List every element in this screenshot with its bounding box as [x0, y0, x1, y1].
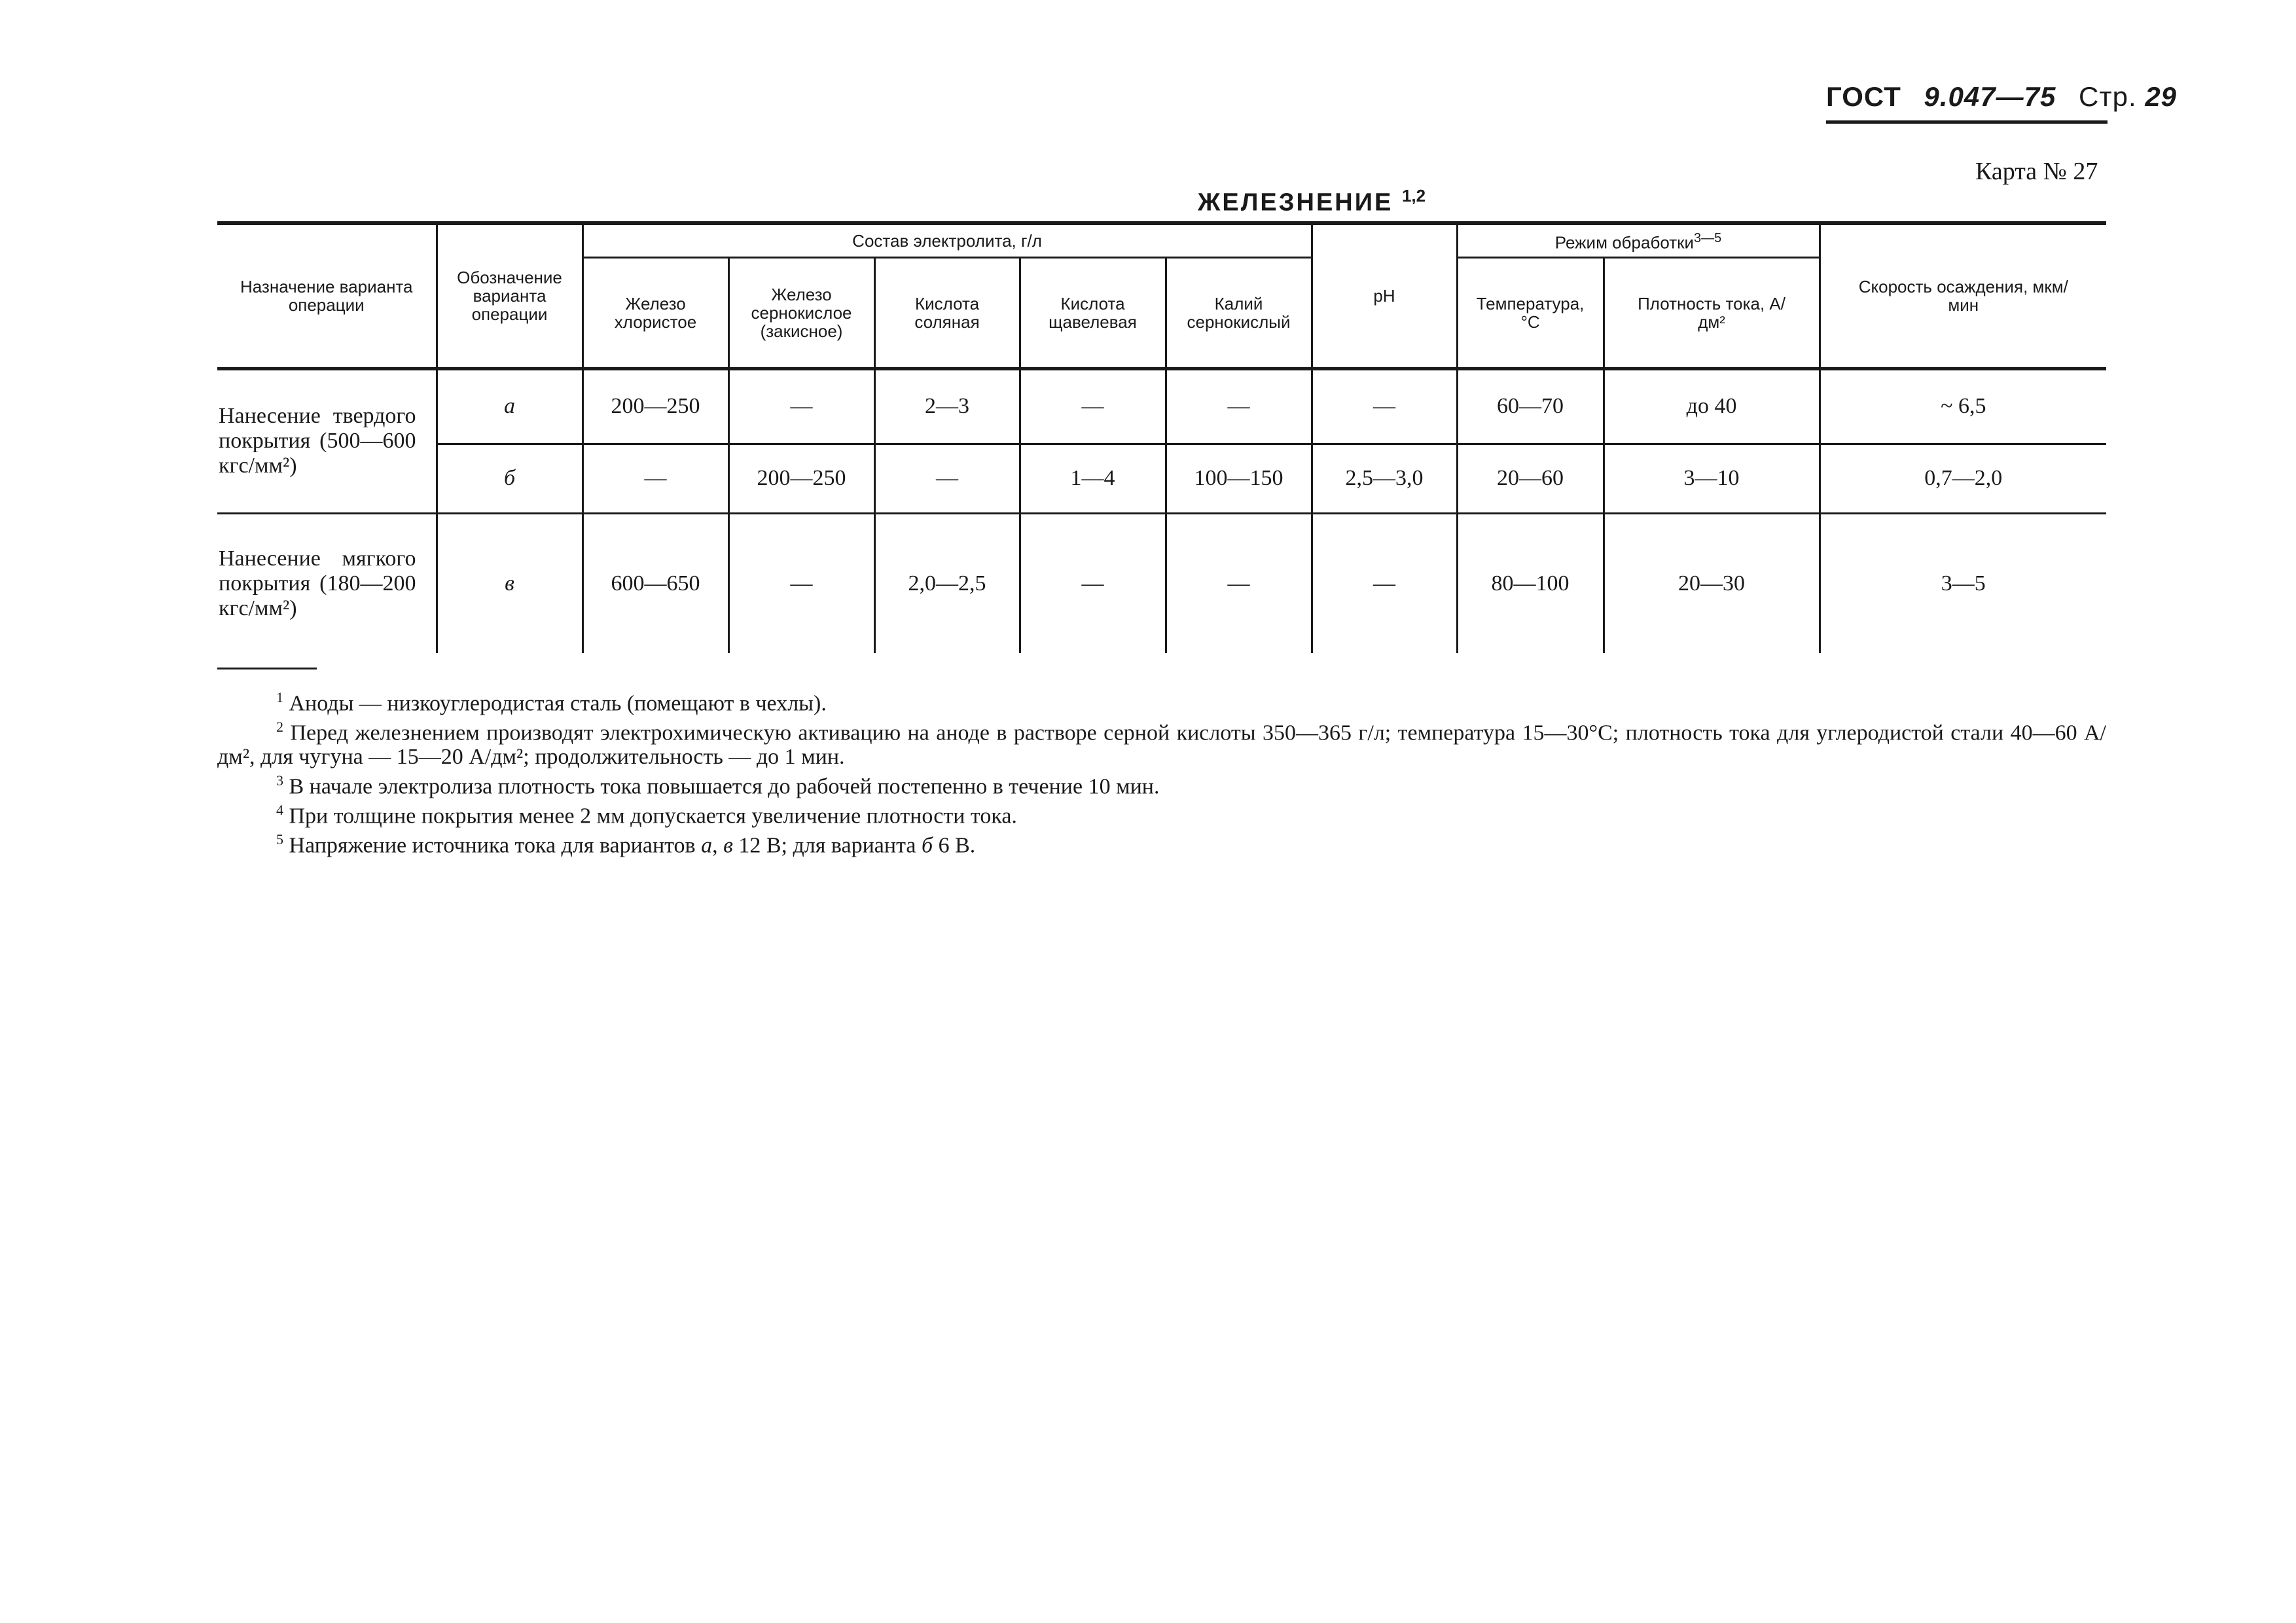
variant-a: а	[701, 833, 713, 858]
current-density-cell: 3—10	[1604, 444, 1820, 513]
footnote-rule	[217, 668, 317, 669]
header-purpose: Назначение варианта операции	[217, 223, 437, 368]
footnote-text: Аноды — низкоуглеродистая сталь (помещают в чехлы).	[289, 691, 827, 716]
ph-cell: 2,5—3,0	[1312, 444, 1457, 513]
electrolyte-table	[217, 221, 2106, 653]
deposition-rate-cell: 0,7—2,0	[1820, 444, 2106, 513]
header-designation: Обозначение варианта операции	[437, 223, 583, 368]
header-ph: pH	[1312, 223, 1457, 368]
header-hcl: Кислота соляная	[874, 257, 1020, 368]
mode-group-text: Режим обработки	[1554, 233, 1695, 253]
header-deposition-rate: Скорость осаждения, мкм/мин	[1820, 223, 2106, 368]
title-text: ЖЕЛЕЗНЕНИЕ	[1198, 188, 1393, 217]
purpose-cell	[217, 513, 437, 653]
oxalic-acid-cell: —	[1020, 368, 1166, 444]
potassium-sulfate-cell: 100—150	[1166, 444, 1312, 513]
table-row	[217, 368, 2106, 444]
gost-label: ГОСТ	[1826, 81, 1901, 112]
hcl-cell: —	[874, 444, 1020, 513]
header-iron-sulfate: Железо сернокислое (закисное)	[728, 257, 874, 368]
purpose-text: Нанесение мягкого покрытия (180—200 кгс/мм²)	[219, 546, 416, 620]
footnote-text: В начале электролиза плотность тока повышается до рабочей постепенно в течение 10 мин.	[289, 774, 1160, 798]
footnote-mark: 1	[276, 689, 283, 705]
deposition-rate-cell: ~ 6,5	[1941, 394, 1986, 418]
designation-cell: а	[437, 368, 583, 444]
footnote-text: Перед железнением производят электрохимическую активацию на аноде в растворе серной кислоты 350—365 г/л; температура 15—30°С; плотность тока для углеродистой стали 40—60 А/дм², для чугуна — 15—20 А/дм²; продолжительность — до 1 мин.	[217, 721, 2107, 769]
page-header	[1826, 81, 2177, 113]
deposition-rate-cell: 3—5	[1820, 513, 2106, 653]
iron-chloride-cell: —	[583, 444, 728, 513]
iron-sulfate-cell: 200—250	[728, 444, 874, 513]
header-oxalic-acid: Кислота щавелевая	[1020, 257, 1166, 368]
header-rule	[1826, 120, 2108, 124]
footnote-mark: 3	[276, 772, 283, 789]
footnote-3	[217, 769, 2106, 798]
footnote-text-mid: 12 В; для варианта	[732, 833, 922, 858]
hcl-cell: 2—3	[874, 368, 1020, 444]
oxalic-acid-cell: —	[1020, 513, 1166, 653]
ph-cell: —	[1312, 513, 1457, 653]
footnote-4	[217, 798, 2106, 828]
iron-chloride-cell: 200—250	[583, 368, 728, 444]
variant-v: в	[723, 833, 733, 858]
oxalic-acid-cell: 1—4	[1020, 444, 1166, 513]
ph-cell: —	[1312, 368, 1457, 444]
footnote-mark: 2	[276, 719, 283, 736]
variant-b: б	[921, 833, 933, 858]
temperature-cell: 60—70	[1457, 368, 1604, 444]
temperature-cell: 20—60	[1457, 444, 1604, 513]
standard-number: 9.047—75	[1924, 81, 2056, 112]
separator: ,	[712, 833, 724, 858]
iron-chloride-cell: 600—650	[583, 513, 728, 653]
footnote-mark: 5	[276, 831, 283, 848]
footnote-5	[217, 828, 2106, 857]
designation-cell: в	[437, 513, 583, 653]
footnote-text: При толщине покрытия менее 2 мм допускается увеличение плотности тока.	[289, 804, 1017, 829]
header-mode-group	[1457, 223, 1820, 257]
mode-group-marks: 3—5	[1694, 231, 1722, 246]
table-row	[217, 444, 2106, 513]
purpose-text: Нанесение твердого покрытия (500—600 кгс/мм²)	[219, 404, 416, 478]
footnote-mark: 4	[276, 801, 283, 818]
temperature-cell: 80—100	[1457, 513, 1604, 653]
footnote-text-end: 6 В.	[933, 833, 976, 858]
header-iron-chloride: Железо хлористое	[583, 257, 728, 368]
footnote-1	[217, 686, 2106, 715]
potassium-sulfate-cell: —	[1166, 513, 1312, 653]
page-label: Стр.	[2079, 81, 2137, 112]
card-number: Карта № 27	[1975, 158, 2098, 185]
footnotes	[217, 686, 2106, 858]
footnote-2	[217, 715, 2106, 768]
header-temperature: Температура, °С	[1457, 257, 1604, 368]
header-electrolyte-group: Состав электролита, г/л	[583, 223, 1312, 257]
header-current-density: Плотность тока, А/дм²	[1604, 257, 1820, 368]
document-title	[1198, 186, 1426, 217]
table-row	[217, 513, 2106, 653]
page-number: 29	[2145, 81, 2178, 112]
title-footnote-marks: 1,2	[1401, 186, 1426, 205]
hcl-cell: 2,0—2,5	[874, 513, 1020, 653]
iron-sulfate-cell: —	[728, 368, 874, 444]
current-density-cell: 20—30	[1604, 513, 1820, 653]
header-potassium-sulfate: Калий сернокислый	[1166, 257, 1312, 368]
potassium-sulfate-cell: —	[1166, 368, 1312, 444]
purpose-cell	[217, 368, 437, 513]
designation-cell: б	[437, 444, 583, 513]
footnote-text: Напряжение источника тока для вариантов	[289, 833, 702, 858]
current-density-cell: до 40	[1604, 368, 1820, 444]
iron-sulfate-cell: —	[728, 513, 874, 653]
